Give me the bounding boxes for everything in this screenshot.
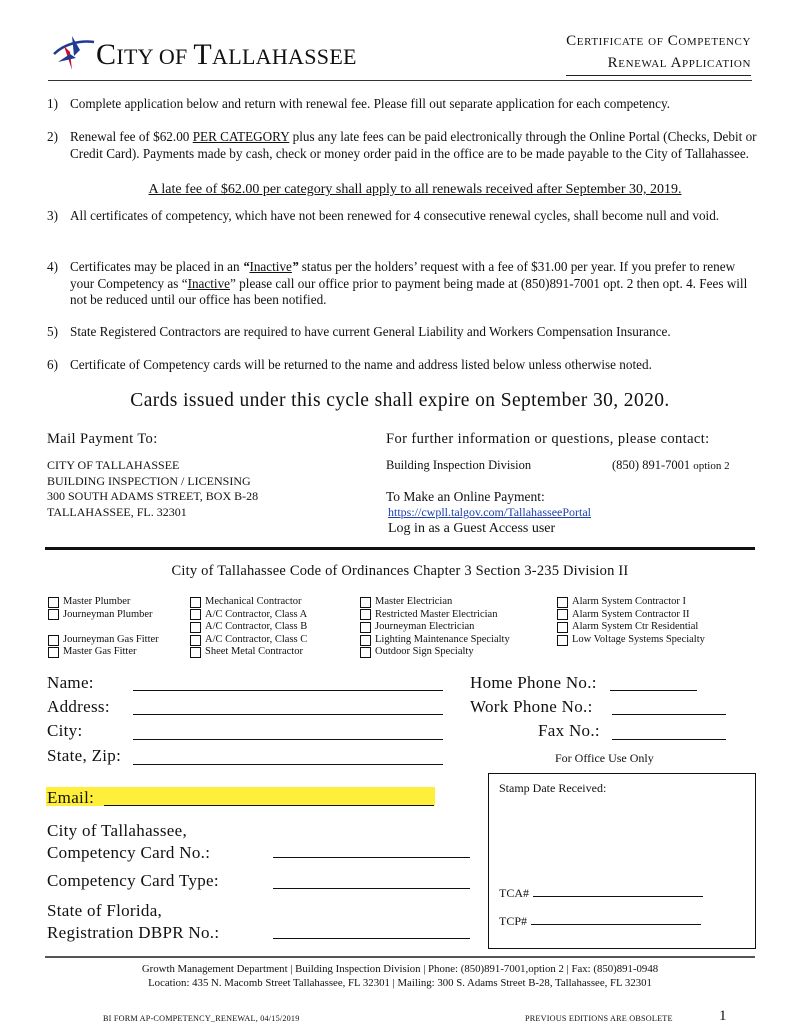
email-label: Email: — [47, 788, 95, 807]
stamp-date-label: Stamp Date Received: — [499, 781, 607, 795]
mail-address: CITY OF TALLAHASSEE BUILDING INSPECTION / LICENSING 300 SOUTH ADAMS STREET, BOX B-28 TALLAHASSEE, FL. 32301 — [47, 458, 259, 519]
footer-divider — [45, 956, 755, 958]
ordinance-heading: City of Tallahassee Code of Ordinances Chapter 3 Section 3-235 Division II — [171, 563, 629, 579]
per-category-emphasis: PER CATEGORY — [192, 129, 290, 144]
checkbox-journeyman-plumber[interactable]: Journeyman Plumber — [48, 609, 159, 622]
email-field[interactable] — [104, 805, 434, 806]
footer-location: Location: 435 N. Macomb Street Tallahassee, FL 32301 | Mailing: 300 S. Adams Street B-28, Tallahassee, FL 32301 — [148, 977, 652, 989]
checkbox-sheet-metal[interactable]: Sheet Metal Contractor — [190, 646, 307, 659]
late-fee-notice: A late fee of $62.00 per category shall apply to all renewals received after September 30, 2019. — [148, 182, 682, 197]
work-phone-field[interactable] — [612, 714, 726, 715]
email-highlight — [46, 787, 435, 806]
form-id: BI FORM AP-COMPETENCY_RENEWAL, 04/15/2019 — [103, 1014, 300, 1023]
checkbox-restricted-master-electrician[interactable]: Restricted Master Electrician — [360, 609, 510, 622]
dbpr-label: State of Florida, Registration DBPR No.: — [47, 901, 220, 942]
online-portal-link[interactable]: https://cwpll.talgov.com/TallahasseePortal — [388, 505, 592, 519]
card-type-field[interactable] — [273, 888, 470, 889]
office-use-label: For Office Use Only — [555, 751, 654, 765]
checkbox-alarm-residential[interactable]: Alarm System Ctr Residential — [557, 621, 705, 634]
name-label: Name: — [47, 673, 94, 692]
obsolete-notice: PREVIOUS EDITIONS ARE OBSOLETE — [525, 1014, 673, 1023]
checkbox-lighting-maintenance[interactable]: Lighting Maintenance Specialty — [360, 634, 510, 647]
state-zip-field[interactable] — [133, 764, 443, 765]
address-field[interactable] — [133, 714, 443, 715]
tca-field: TCA# — [499, 886, 703, 901]
contact-heading: For further information or questions, please contact: — [386, 431, 710, 447]
home-phone-label: Home Phone No.: — [470, 673, 597, 692]
city-label: City: — [47, 721, 83, 740]
category-column-alarm — [557, 596, 705, 646]
form-title-line2: Renewal Application — [566, 52, 751, 76]
checkbox-low-voltage[interactable]: Low Voltage Systems Specialty — [557, 634, 705, 647]
work-phone-label: Work Phone No.: — [470, 697, 593, 716]
category-column-mechanical — [190, 596, 307, 659]
header-divider — [48, 80, 752, 81]
checkbox-alarm-contractor-1[interactable]: Alarm System Contractor I — [557, 596, 705, 609]
checkbox-master-plumber[interactable]: Master Plumber — [48, 596, 159, 609]
checkbox-master-electrician[interactable]: Master Electrician — [360, 596, 510, 609]
state-zip-label: State, Zip: — [47, 746, 122, 765]
checkbox-ac-class-c[interactable]: A/C Contractor, Class C — [190, 634, 307, 647]
checkbox-mechanical-contractor[interactable]: Mechanical Contractor — [190, 596, 307, 609]
checkbox-ac-class-b[interactable]: A/C Contractor, Class B — [190, 621, 307, 634]
checkbox-outdoor-sign[interactable]: Outdoor Sign Specialty — [360, 646, 510, 659]
tcp-field: TCP# — [499, 914, 701, 929]
card-number-field[interactable] — [273, 857, 470, 858]
mail-heading: Mail Payment To: — [47, 431, 158, 447]
expiration-notice: Cards issued under this cycle shall expire on September 30, 2020. — [130, 390, 670, 411]
category-column-plumbing — [48, 596, 159, 659]
city-logo-wordmark: CITY OF TALLAHASSEE — [96, 38, 357, 71]
section-divider — [45, 547, 755, 550]
fax-label: Fax No.: — [538, 721, 600, 740]
checkbox-ac-class-a[interactable]: A/C Contractor, Class A — [190, 609, 307, 622]
form-title-line1: Certificate of Competency — [566, 33, 751, 49]
card-type-label: Competency Card Type: — [47, 871, 219, 890]
fax-field[interactable] — [612, 739, 726, 740]
contact-division: Building Inspection Division — [386, 458, 532, 472]
contact-phone: (850) 891-7001 option 2 — [612, 458, 730, 472]
city-logo-star-icon — [50, 32, 96, 74]
dbpr-field[interactable] — [273, 938, 470, 939]
guest-access-note: Log in as a Guest Access user — [388, 521, 556, 536]
office-stamp-box — [488, 773, 756, 949]
address-label: Address: — [47, 697, 110, 716]
home-phone-field[interactable] — [610, 690, 697, 691]
footer-contact: Growth Management Department | Building Inspection Division | Phone: (850)891-7001,option 2 | Fax: (850)891-0948 — [141, 963, 659, 975]
name-field[interactable] — [133, 690, 443, 691]
online-payment-heading: To Make an Online Payment: — [386, 489, 545, 504]
category-column-electrical — [360, 596, 510, 659]
checkbox-alarm-contractor-2[interactable]: Alarm System Contractor II — [557, 609, 705, 622]
form-title — [566, 30, 751, 76]
checkbox-master-gas-fitter[interactable]: Master Gas Fitter — [48, 646, 159, 659]
checkbox-journeyman-electrician[interactable]: Journeyman Electrician — [360, 621, 510, 634]
card-number-label: City of Tallahassee, Competency Card No.: — [47, 821, 211, 862]
checkbox-journeyman-gas-fitter[interactable]: Journeyman Gas Fitter — [48, 634, 159, 647]
page-number: 1 — [719, 1008, 727, 1024]
city-field[interactable] — [133, 739, 443, 740]
